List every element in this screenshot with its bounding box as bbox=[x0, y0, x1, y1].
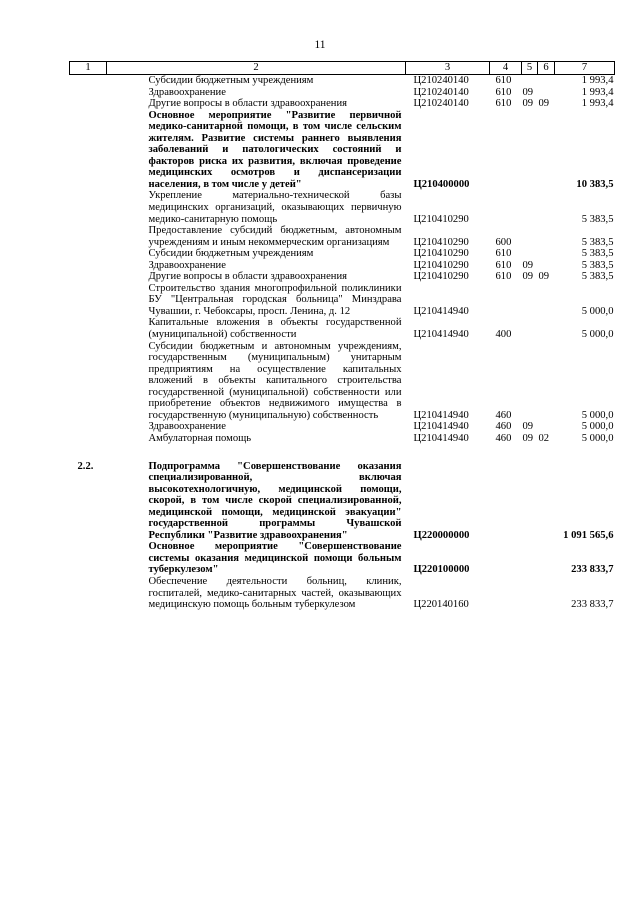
amount: 1 993,4 bbox=[581, 86, 614, 98]
amount: 5 000,0 bbox=[581, 305, 614, 317]
expense-type bbox=[490, 110, 522, 191]
section-code: 09 bbox=[522, 86, 534, 98]
budget-table bbox=[69, 61, 615, 611]
subsection-code bbox=[538, 260, 555, 272]
table-row bbox=[70, 248, 615, 260]
section-code: 09 bbox=[522, 432, 534, 444]
row-number bbox=[70, 317, 107, 340]
row-name: Предоставление субсидий бюджетным, автономным учреждениям и иным некоммерческим организациям bbox=[148, 225, 402, 248]
section-code bbox=[522, 317, 538, 340]
amount: 5 383,5 bbox=[581, 213, 614, 225]
expense-type: 600 bbox=[495, 236, 512, 248]
table-row bbox=[70, 110, 615, 191]
target-code: Ц210410290 bbox=[413, 213, 469, 225]
row-name: Подпрограмма "Совершенствование оказания специализированной, включая высокотехнологичную, медицинской помощи, скорой, в том числе скорой специализированной, медицинской помощи, медицинской эвакуации" государственной программы Чувашской Республики "Развитие здравоохранения" bbox=[148, 460, 402, 541]
row-name: Субсидии бюджетным учреждениям bbox=[148, 75, 314, 86]
expense-type: 610 bbox=[495, 98, 512, 110]
row-name: Капитальные вложения в объекты государственной (муниципальной) собственности bbox=[148, 317, 402, 341]
section-code bbox=[522, 541, 538, 576]
row-name: Строительство здания многопрофильной поликлиники БУ "Центральная городская больница" Минздрава Чувашии, г. Чебоксары, просп. Ленина, д. 12 bbox=[148, 282, 402, 317]
amount: 1 993,4 bbox=[581, 75, 614, 86]
row-number bbox=[70, 576, 107, 611]
row-number bbox=[70, 87, 107, 99]
subsection-code bbox=[538, 75, 555, 87]
target-code: Ц210414940 bbox=[413, 305, 469, 317]
row-name: Субсидии бюджетным учреждениям bbox=[148, 248, 314, 260]
column-header: 4 bbox=[490, 62, 522, 75]
subsection-code: 09 bbox=[538, 98, 550, 110]
subsection-code: 09 bbox=[538, 271, 550, 283]
row-name: Здравоохранение bbox=[148, 259, 226, 271]
expense-type: 610 bbox=[495, 259, 512, 271]
page-number: 11 bbox=[314, 39, 326, 51]
amount: 5 000,0 bbox=[581, 409, 614, 421]
subsection-code bbox=[538, 576, 555, 611]
target-code: Ц210414940 bbox=[413, 409, 469, 421]
row-number bbox=[70, 248, 107, 260]
row-name: Основное мероприятие "Совершенствование системы оказания медицинской помощи больным туберкулезом" bbox=[148, 541, 402, 576]
subsection-code bbox=[538, 225, 555, 248]
subsection-code bbox=[538, 341, 555, 422]
section-code bbox=[522, 248, 538, 260]
row-number bbox=[70, 260, 107, 272]
table-row bbox=[70, 433, 615, 445]
table-row bbox=[70, 317, 615, 340]
section-code bbox=[522, 190, 538, 225]
target-code: Ц210414940 bbox=[413, 329, 469, 341]
expense-type: 400 bbox=[495, 329, 512, 341]
section-code: 09 bbox=[522, 421, 534, 433]
target-code: Ц210410290 bbox=[413, 236, 469, 248]
expense-type: 610 bbox=[495, 248, 512, 260]
subsection-code bbox=[538, 248, 555, 260]
amount: 233 833,7 bbox=[571, 564, 614, 576]
column-header: 1 bbox=[70, 62, 107, 75]
target-code: Ц220100000 bbox=[413, 564, 470, 576]
table-row bbox=[70, 87, 615, 99]
expense-type: 460 bbox=[495, 432, 512, 444]
table-row bbox=[70, 576, 615, 611]
row-number: 2.2. bbox=[77, 460, 94, 472]
row-name: Здравоохранение bbox=[148, 86, 226, 98]
amount: 5 000,0 bbox=[581, 329, 614, 341]
subsection-code bbox=[538, 190, 555, 225]
column-header: 5 bbox=[522, 62, 538, 75]
subsection-code bbox=[538, 317, 555, 340]
column-header: 6 bbox=[538, 62, 555, 75]
expense-type: 610 bbox=[495, 86, 512, 98]
table-row bbox=[70, 421, 615, 433]
expense-type: 610 bbox=[495, 75, 512, 86]
section-code: 09 bbox=[522, 98, 534, 110]
amount: 5 000,0 bbox=[581, 421, 614, 433]
subsection-code bbox=[538, 541, 555, 576]
column-header: 7 bbox=[555, 62, 615, 75]
target-code: Ц210240140 bbox=[413, 86, 469, 98]
table-row bbox=[70, 445, 615, 542]
column-header: 2 bbox=[107, 62, 406, 75]
table-row bbox=[70, 225, 615, 248]
target-code: Ц220000000 bbox=[413, 529, 470, 541]
subsection-code bbox=[538, 283, 555, 318]
row-number bbox=[70, 98, 107, 110]
row-name: Обеспечение деятельности больниц, клиник, госпиталей, медико-санитарных частей, оказывающих медицинскую помощь больным туберкулезом bbox=[148, 575, 402, 611]
expense-type bbox=[490, 283, 522, 318]
table-row bbox=[70, 260, 615, 272]
amount: 10 383,5 bbox=[576, 178, 614, 190]
expense-type bbox=[490, 190, 522, 225]
row-number bbox=[70, 225, 107, 248]
subsection-code: 02 bbox=[538, 432, 550, 444]
amount: 233 833,7 bbox=[571, 599, 614, 611]
amount: 1 993,4 bbox=[581, 98, 614, 110]
amount: 5 383,5 bbox=[581, 259, 614, 271]
row-number bbox=[70, 271, 107, 283]
expense-type bbox=[490, 541, 522, 576]
target-code: Ц210240140 bbox=[413, 98, 469, 110]
target-code: Ц210414940 bbox=[413, 432, 469, 444]
table-row bbox=[70, 98, 615, 110]
subsection-code bbox=[538, 445, 555, 542]
amount: 5 000,0 bbox=[581, 432, 614, 444]
table-row bbox=[70, 75, 615, 87]
row-number bbox=[70, 433, 107, 445]
expense-type: 460 bbox=[495, 421, 512, 433]
expense-type: 610 bbox=[495, 271, 512, 283]
row-number bbox=[70, 421, 107, 433]
row-number bbox=[70, 283, 107, 318]
row-name: Здравоохранение bbox=[148, 421, 226, 433]
target-code: Ц210410290 bbox=[413, 271, 469, 283]
header-row bbox=[70, 62, 615, 75]
subsection-code bbox=[538, 421, 555, 433]
table-row bbox=[70, 271, 615, 283]
section-code bbox=[522, 341, 538, 422]
section-code bbox=[522, 110, 538, 191]
expense-type: 460 bbox=[495, 409, 512, 421]
table-row bbox=[70, 341, 615, 422]
amount: 1 091 565,6 bbox=[563, 529, 614, 541]
row-number bbox=[70, 190, 107, 225]
expense-type bbox=[490, 445, 522, 542]
row-number bbox=[70, 110, 107, 191]
column-header: 3 bbox=[406, 62, 490, 75]
section-code bbox=[522, 445, 538, 542]
table-row bbox=[70, 190, 615, 225]
section-code: 09 bbox=[522, 271, 534, 283]
subsection-code bbox=[538, 87, 555, 99]
row-number bbox=[70, 341, 107, 422]
subsection-code bbox=[538, 110, 555, 191]
row-number bbox=[70, 75, 107, 87]
target-code: Ц210240140 bbox=[413, 75, 469, 86]
section-code bbox=[522, 576, 538, 611]
row-name: Другие вопросы в области здравоохранения bbox=[148, 98, 347, 110]
section-code bbox=[522, 283, 538, 318]
table-row bbox=[70, 541, 615, 576]
target-code: Ц210410290 bbox=[413, 248, 469, 260]
section-code bbox=[522, 225, 538, 248]
target-code: Ц210414940 bbox=[413, 421, 469, 433]
amount: 5 383,5 bbox=[581, 271, 614, 283]
row-number bbox=[70, 541, 107, 576]
row-name: Укрепление материально-технической базы медицинских организаций, оказывающих первичную медико-санитарную помощь bbox=[148, 190, 402, 225]
row-name: Другие вопросы в области здравоохранения bbox=[148, 271, 347, 283]
table-row bbox=[70, 283, 615, 318]
row-name: Амбулаторная помощь bbox=[148, 432, 252, 444]
target-code: Ц210400000 bbox=[413, 178, 470, 190]
row-name: Субсидии бюджетным и автономным учреждениям, государственным (муниципальным) унитарным предприятиям на осуществление капитальных вложений в объекты капитального строительства государственной (муниципальной) собственности или приобретение объектов недвижимого имущества в государственную (муниципальную) собственность bbox=[148, 340, 402, 421]
target-code: Ц220140160 bbox=[413, 599, 469, 611]
row-name: Основное мероприятие "Развитие первичной медико-санитарной помощи, в том числе сельским жителям. Развитие системы раннего выявления заболеваний и патологических состояний и факторов риска их развития, включая проведение медицинских осмотров и диспансеризации населения, в том числе у детей" bbox=[148, 109, 402, 190]
section-code: 09 bbox=[522, 259, 534, 271]
amount: 5 383,5 bbox=[581, 248, 614, 260]
section-code bbox=[522, 75, 538, 87]
amount: 5 383,5 bbox=[581, 236, 614, 248]
target-code: Ц210410290 bbox=[413, 259, 469, 271]
expense-type bbox=[490, 576, 522, 611]
